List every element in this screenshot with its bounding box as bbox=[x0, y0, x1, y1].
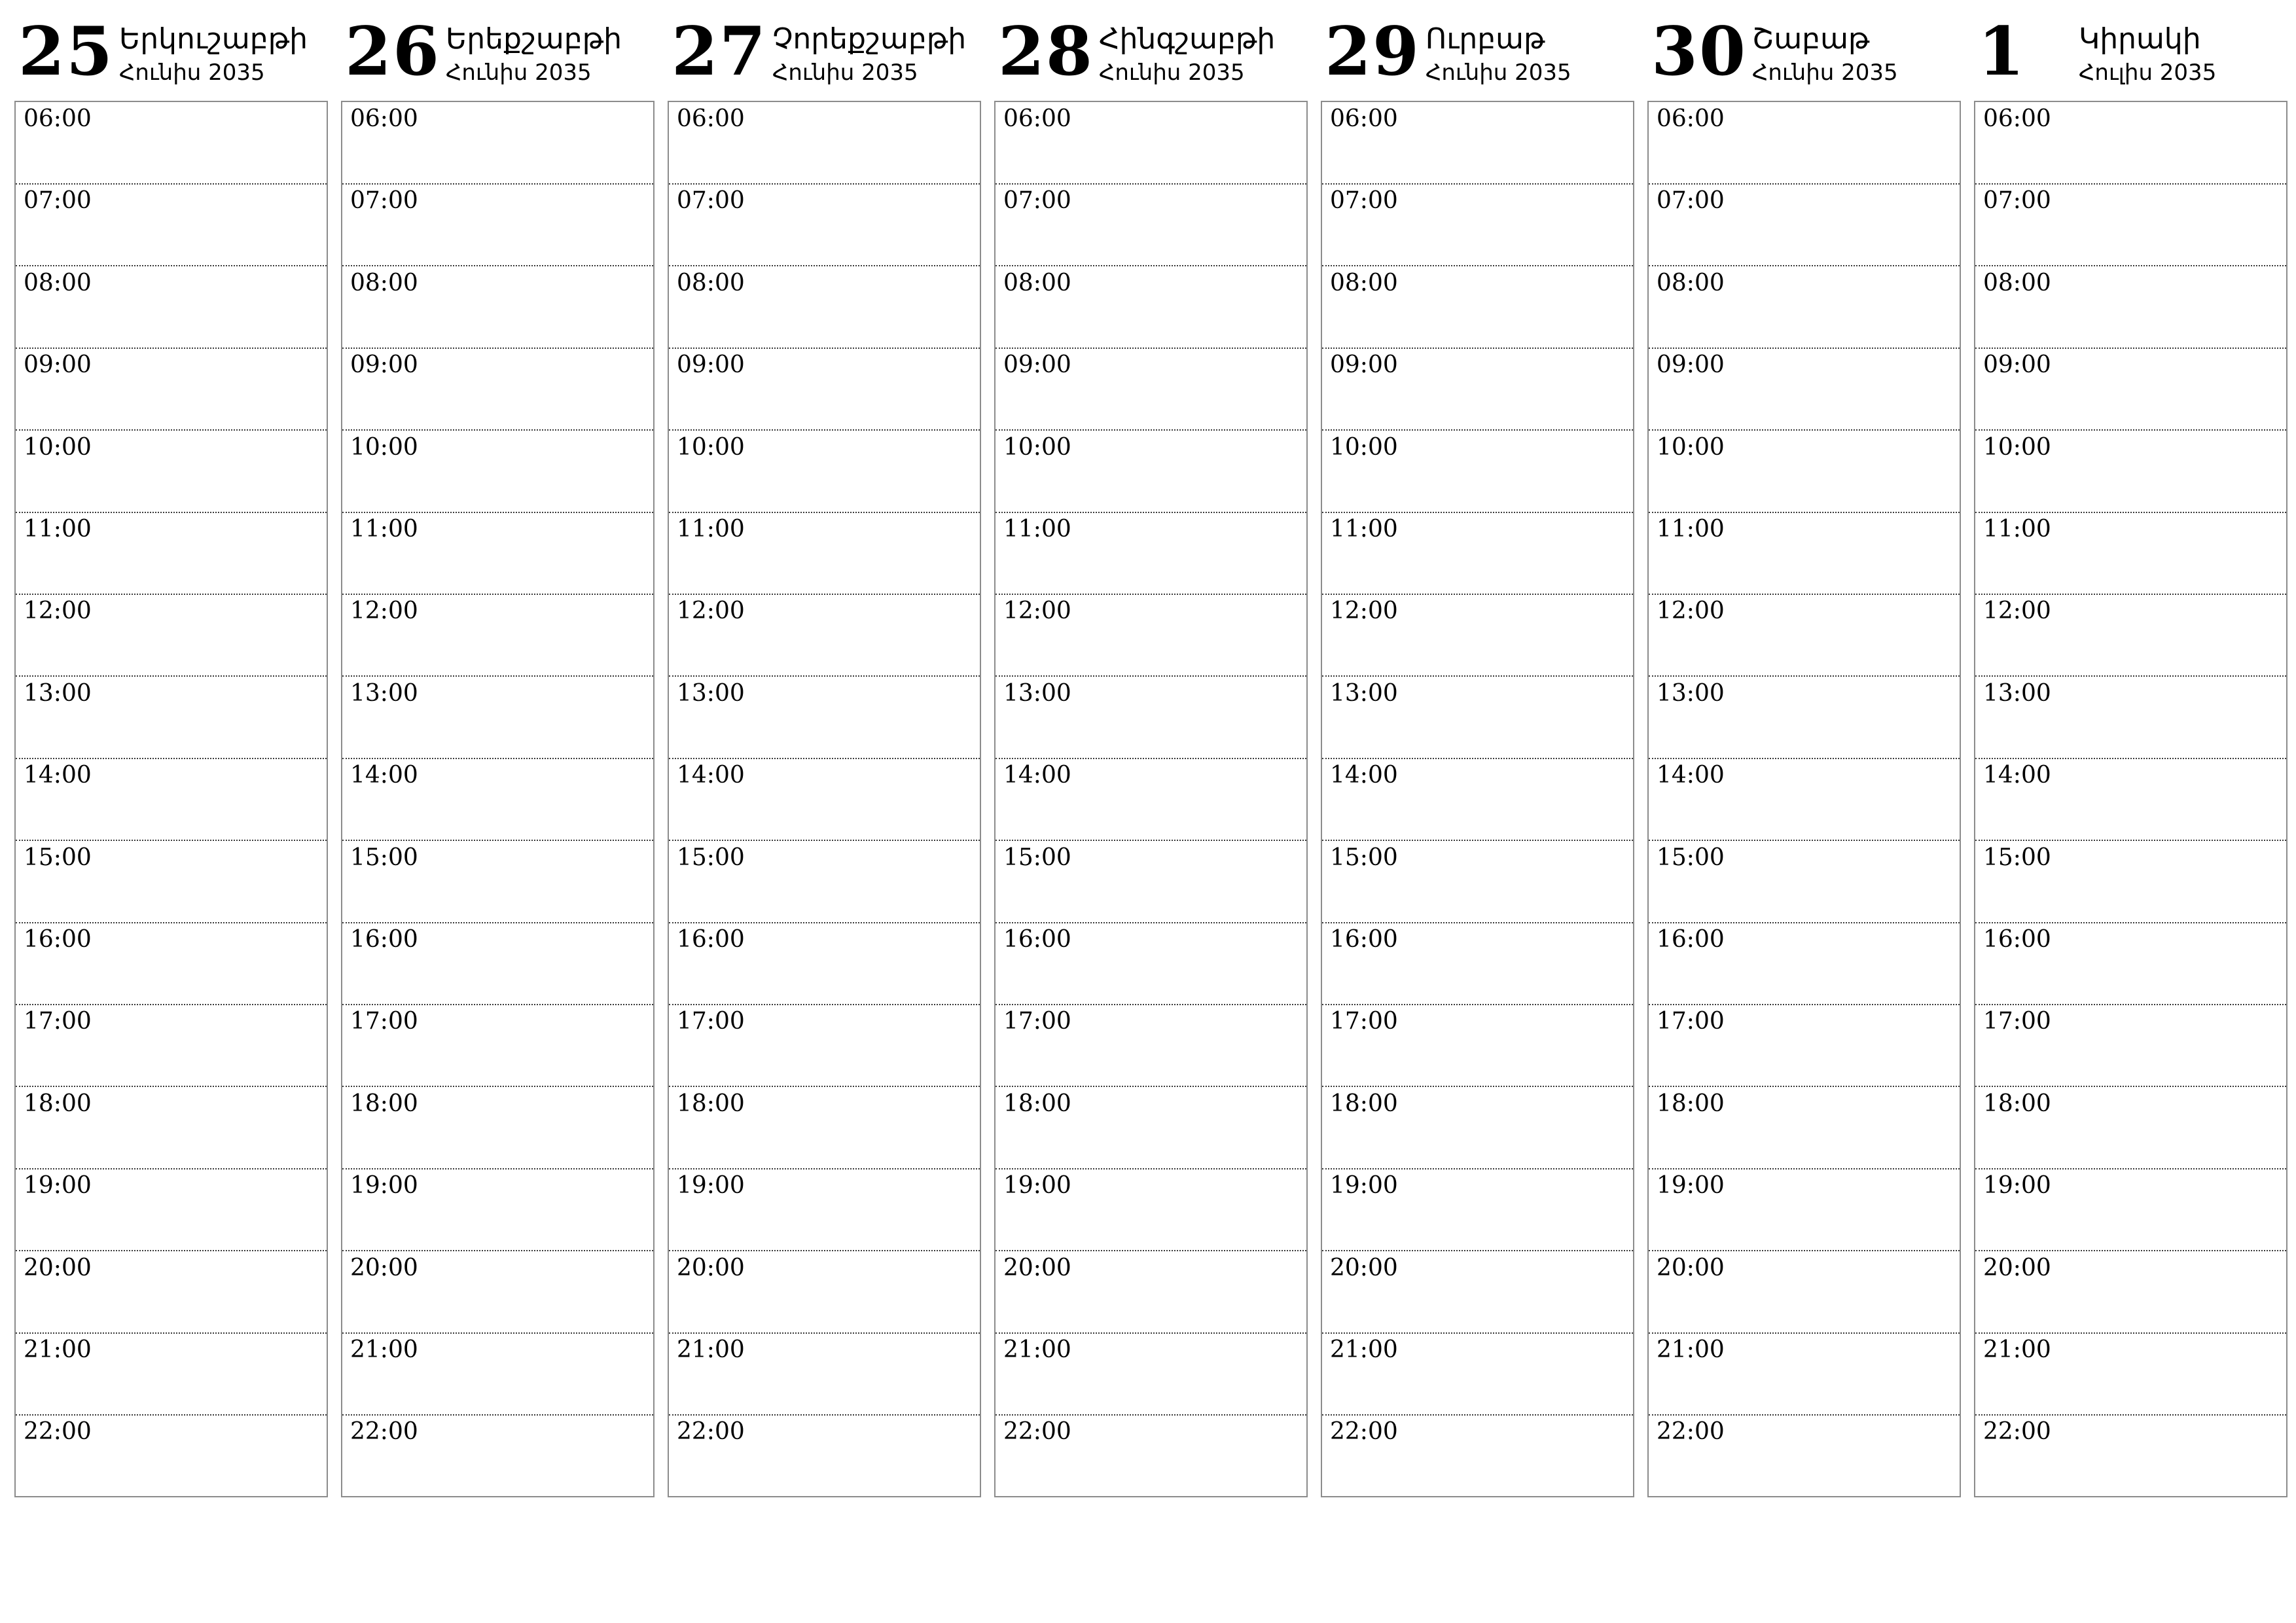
time-slot[interactable] bbox=[16, 431, 327, 513]
slot-time-label: 15:00 bbox=[24, 844, 92, 871]
slot-time-label: 18:00 bbox=[1983, 1090, 2051, 1117]
slot-time-label: 15:00 bbox=[1657, 844, 1725, 871]
slot-time-label: 19:00 bbox=[1003, 1172, 1071, 1200]
time-slot[interactable] bbox=[1975, 184, 2286, 266]
slot-time-label: 19:00 bbox=[24, 1172, 92, 1200]
month-year: Հունիս 2035 bbox=[1099, 60, 1245, 86]
slot-time-label: 21:00 bbox=[1003, 1336, 1071, 1363]
slot-time-label: 08:00 bbox=[1330, 269, 1398, 296]
weekday-name: Շաբաթ bbox=[1752, 22, 1870, 56]
month-year: Հունիս 2035 bbox=[772, 60, 918, 86]
time-slot[interactable] bbox=[1649, 512, 1960, 595]
time-slot[interactable] bbox=[1649, 1005, 1960, 1087]
day-column-6 bbox=[1974, 14, 2287, 1500]
slot-time-label: 16:00 bbox=[1657, 926, 1725, 953]
slot-time-label: 08:00 bbox=[677, 269, 745, 296]
time-slot[interactable] bbox=[16, 1415, 327, 1496]
slot-time-label: 19:00 bbox=[1983, 1172, 2051, 1200]
slot-time-label: 10:00 bbox=[24, 433, 92, 461]
slot-time-label: 11:00 bbox=[1983, 516, 2051, 543]
time-slot[interactable] bbox=[342, 677, 653, 759]
slot-time-label: 14:00 bbox=[24, 762, 92, 789]
slot-time-label: 15:00 bbox=[677, 844, 745, 871]
time-slot[interactable] bbox=[16, 841, 327, 923]
time-slot[interactable] bbox=[342, 1415, 653, 1496]
slot-time-label: 16:00 bbox=[24, 926, 92, 953]
slot-time-label: 22:00 bbox=[350, 1418, 418, 1446]
time-slot[interactable] bbox=[669, 1415, 980, 1496]
time-slot[interactable] bbox=[342, 1005, 653, 1087]
day-number: 30 bbox=[1651, 12, 1747, 91]
slot-time-label: 12:00 bbox=[24, 597, 92, 625]
time-slot[interactable] bbox=[1649, 677, 1960, 759]
time-slot[interactable] bbox=[342, 184, 653, 266]
slot-time-label: 09:00 bbox=[350, 351, 418, 379]
slot-time-label: 18:00 bbox=[1657, 1090, 1725, 1117]
time-slot[interactable] bbox=[1649, 102, 1960, 185]
slot-time-label: 15:00 bbox=[1983, 844, 2051, 871]
slot-time-label: 08:00 bbox=[24, 269, 92, 296]
slot-time-label: 22:00 bbox=[1330, 1418, 1398, 1446]
slot-time-label: 16:00 bbox=[1003, 926, 1071, 953]
time-slot[interactable] bbox=[1322, 841, 1633, 923]
slot-time-label: 12:00 bbox=[350, 597, 418, 625]
weekly-planner bbox=[14, 14, 2289, 1500]
time-slot[interactable] bbox=[996, 1415, 1306, 1496]
slot-time-label: 20:00 bbox=[1003, 1254, 1071, 1281]
time-slot[interactable] bbox=[1975, 512, 2286, 595]
slot-time-label: 21:00 bbox=[677, 1336, 745, 1363]
time-slot[interactable] bbox=[669, 1251, 980, 1334]
time-slot[interactable] bbox=[342, 841, 653, 923]
slot-time-label: 13:00 bbox=[1003, 679, 1071, 707]
slot-time-label: 10:00 bbox=[1003, 433, 1071, 461]
time-slot[interactable] bbox=[1975, 923, 2286, 1005]
weekday-name: Երեքշաբթի bbox=[446, 22, 622, 56]
slot-time-label: 16:00 bbox=[1330, 926, 1398, 953]
weekday-name: Երկուշաբթի bbox=[119, 22, 308, 56]
time-slot[interactable] bbox=[1322, 348, 1633, 431]
time-slot[interactable] bbox=[16, 758, 327, 841]
time-slot[interactable] bbox=[1322, 266, 1633, 349]
time-slot[interactable] bbox=[1975, 841, 2286, 923]
slot-time-label: 09:00 bbox=[24, 351, 92, 379]
slot-time-label: 08:00 bbox=[350, 269, 418, 296]
time-slot[interactable] bbox=[16, 348, 327, 431]
slot-time-label: 09:00 bbox=[1003, 351, 1071, 379]
month-year: Հունիս 2035 bbox=[119, 60, 265, 86]
time-slot[interactable] bbox=[16, 1333, 327, 1416]
slot-time-label: 20:00 bbox=[1330, 1254, 1398, 1281]
slot-time-label: 13:00 bbox=[350, 679, 418, 707]
slot-time-label: 17:00 bbox=[350, 1008, 418, 1035]
time-slot[interactable] bbox=[1975, 1415, 2286, 1496]
time-slot[interactable] bbox=[996, 594, 1306, 677]
time-slot[interactable] bbox=[996, 758, 1306, 841]
time-slot[interactable] bbox=[1975, 348, 2286, 431]
time-slot[interactable] bbox=[996, 431, 1306, 513]
time-slot[interactable] bbox=[1975, 102, 2286, 185]
time-slot[interactable] bbox=[16, 1005, 327, 1087]
slot-time-label: 14:00 bbox=[1983, 762, 2051, 789]
time-slot[interactable] bbox=[1322, 677, 1633, 759]
slot-time-label: 21:00 bbox=[24, 1336, 92, 1363]
day-number: 25 bbox=[18, 12, 114, 91]
day-schedule-box[interactable] bbox=[1321, 101, 1634, 1497]
time-slot[interactable] bbox=[1322, 512, 1633, 595]
time-slot[interactable] bbox=[342, 1169, 653, 1251]
time-slot[interactable] bbox=[669, 758, 980, 841]
time-slot[interactable] bbox=[1649, 841, 1960, 923]
day-number: 29 bbox=[1325, 12, 1420, 91]
slot-time-label: 14:00 bbox=[1657, 762, 1725, 789]
slot-time-label: 22:00 bbox=[1657, 1418, 1725, 1446]
slot-time-label: 18:00 bbox=[24, 1090, 92, 1117]
day-column-5 bbox=[1647, 14, 1961, 1500]
day-header bbox=[14, 14, 328, 99]
slot-time-label: 12:00 bbox=[1330, 597, 1398, 625]
slot-time-label: 15:00 bbox=[1330, 844, 1398, 871]
time-slot[interactable] bbox=[16, 1251, 327, 1334]
time-slot[interactable] bbox=[1975, 1333, 2286, 1416]
time-slot[interactable] bbox=[669, 184, 980, 266]
day-number: 27 bbox=[672, 12, 767, 91]
day-column-0 bbox=[14, 14, 328, 1500]
day-column-3 bbox=[994, 14, 1308, 1500]
time-slot[interactable] bbox=[996, 102, 1306, 185]
time-slot[interactable] bbox=[16, 1087, 327, 1169]
time-slot[interactable] bbox=[669, 1087, 980, 1169]
slot-time-label: 07:00 bbox=[24, 187, 92, 215]
day-header bbox=[1321, 14, 1634, 99]
slot-time-label: 21:00 bbox=[350, 1336, 418, 1363]
day-header bbox=[1647, 14, 1961, 99]
time-slot[interactable] bbox=[342, 102, 653, 185]
day-schedule-box[interactable] bbox=[1974, 101, 2287, 1497]
time-slot[interactable] bbox=[1322, 102, 1633, 185]
slot-time-label: 22:00 bbox=[1983, 1418, 2051, 1446]
time-slot[interactable] bbox=[669, 594, 980, 677]
time-slot[interactable] bbox=[669, 923, 980, 1005]
time-slot[interactable] bbox=[996, 923, 1306, 1005]
time-slot[interactable] bbox=[669, 1005, 980, 1087]
time-slot[interactable] bbox=[1649, 594, 1960, 677]
month-year: Հունիս 2035 bbox=[1752, 60, 1898, 86]
weekday-name: Չորեքշաբթի bbox=[772, 22, 967, 56]
slot-time-label: 13:00 bbox=[677, 679, 745, 707]
slot-time-label: 06:00 bbox=[1657, 105, 1725, 132]
time-slot[interactable] bbox=[1322, 1415, 1633, 1496]
slot-time-label: 07:00 bbox=[1983, 187, 2051, 215]
day-header bbox=[1974, 14, 2287, 99]
time-slot[interactable] bbox=[1322, 431, 1633, 513]
day-schedule-box[interactable] bbox=[14, 101, 328, 1497]
time-slot[interactable] bbox=[342, 348, 653, 431]
slot-time-label: 18:00 bbox=[350, 1090, 418, 1117]
slot-time-label: 10:00 bbox=[1330, 433, 1398, 461]
slot-time-label: 17:00 bbox=[1003, 1008, 1071, 1035]
slot-time-label: 17:00 bbox=[24, 1008, 92, 1035]
time-slot[interactable] bbox=[996, 1169, 1306, 1251]
slot-time-label: 20:00 bbox=[350, 1254, 418, 1281]
slot-time-label: 14:00 bbox=[1330, 762, 1398, 789]
time-slot[interactable] bbox=[1322, 1251, 1633, 1334]
weekday-name: Հինգշաբթի bbox=[1099, 22, 1276, 56]
time-slot[interactable] bbox=[16, 923, 327, 1005]
day-column-4 bbox=[1321, 14, 1634, 1500]
slot-time-label: 15:00 bbox=[350, 844, 418, 871]
month-year: Հունիս 2035 bbox=[446, 60, 592, 86]
time-slot[interactable] bbox=[996, 266, 1306, 349]
slot-time-label: 07:00 bbox=[1657, 187, 1725, 215]
time-slot[interactable] bbox=[16, 1169, 327, 1251]
slot-time-label: 07:00 bbox=[350, 187, 418, 215]
slot-time-label: 10:00 bbox=[1657, 433, 1725, 461]
day-column-2 bbox=[668, 14, 981, 1500]
time-slot[interactable] bbox=[996, 512, 1306, 595]
slot-time-label: 06:00 bbox=[1003, 105, 1071, 132]
slot-time-label: 12:00 bbox=[1983, 597, 2051, 625]
slot-time-label: 19:00 bbox=[350, 1172, 418, 1200]
time-slot[interactable] bbox=[1649, 348, 1960, 431]
slot-time-label: 20:00 bbox=[677, 1254, 745, 1281]
slot-time-label: 06:00 bbox=[677, 105, 745, 132]
slot-time-label: 08:00 bbox=[1003, 269, 1071, 296]
slot-time-label: 22:00 bbox=[24, 1418, 92, 1446]
slot-time-label: 21:00 bbox=[1983, 1336, 2051, 1363]
time-slot[interactable] bbox=[1649, 184, 1960, 266]
slot-time-label: 19:00 bbox=[1657, 1172, 1725, 1200]
time-slot[interactable] bbox=[996, 1251, 1306, 1334]
slot-time-label: 12:00 bbox=[677, 597, 745, 625]
slot-time-label: 11:00 bbox=[24, 516, 92, 543]
time-slot[interactable] bbox=[1322, 594, 1633, 677]
slot-time-label: 10:00 bbox=[1983, 433, 2051, 461]
time-slot[interactable] bbox=[342, 1333, 653, 1416]
slot-time-label: 18:00 bbox=[1330, 1090, 1398, 1117]
weekday-name: Ուրբաթ bbox=[1426, 22, 1545, 56]
time-slot[interactable] bbox=[669, 431, 980, 513]
time-slot[interactable] bbox=[669, 348, 980, 431]
time-slot[interactable] bbox=[996, 841, 1306, 923]
time-slot[interactable] bbox=[342, 512, 653, 595]
time-slot[interactable] bbox=[1975, 266, 2286, 349]
slot-time-label: 12:00 bbox=[1003, 597, 1071, 625]
day-schedule-box[interactable] bbox=[341, 101, 655, 1497]
slot-time-label: 10:00 bbox=[677, 433, 745, 461]
time-slot[interactable] bbox=[1975, 431, 2286, 513]
time-slot[interactable] bbox=[996, 184, 1306, 266]
time-slot[interactable] bbox=[342, 431, 653, 513]
time-slot[interactable] bbox=[996, 677, 1306, 759]
slot-time-label: 09:00 bbox=[1657, 351, 1725, 379]
slot-time-label: 21:00 bbox=[1330, 1336, 1398, 1363]
slot-time-label: 17:00 bbox=[1330, 1008, 1398, 1035]
time-slot[interactable] bbox=[342, 266, 653, 349]
time-slot[interactable] bbox=[342, 1087, 653, 1169]
slot-time-label: 22:00 bbox=[1003, 1418, 1071, 1446]
time-slot[interactable] bbox=[1649, 1169, 1960, 1251]
time-slot[interactable] bbox=[1649, 431, 1960, 513]
time-slot[interactable] bbox=[996, 1005, 1306, 1087]
slot-time-label: 11:00 bbox=[350, 516, 418, 543]
time-slot[interactable] bbox=[1322, 1333, 1633, 1416]
slot-time-label: 22:00 bbox=[677, 1418, 745, 1446]
slot-time-label: 17:00 bbox=[1657, 1008, 1725, 1035]
month-year: Հունիս 2035 bbox=[1426, 60, 1571, 86]
time-slot[interactable] bbox=[669, 841, 980, 923]
slot-time-label: 07:00 bbox=[677, 187, 745, 215]
time-slot[interactable] bbox=[669, 1333, 980, 1416]
time-slot[interactable] bbox=[16, 102, 327, 185]
time-slot[interactable] bbox=[996, 348, 1306, 431]
slot-time-label: 17:00 bbox=[677, 1008, 745, 1035]
time-slot[interactable] bbox=[16, 184, 327, 266]
time-slot[interactable] bbox=[669, 677, 980, 759]
time-slot[interactable] bbox=[342, 594, 653, 677]
day-header bbox=[994, 14, 1308, 99]
day-number: 28 bbox=[998, 12, 1094, 91]
day-number: 1 bbox=[1978, 12, 2026, 91]
time-slot[interactable] bbox=[1649, 923, 1960, 1005]
day-number: 26 bbox=[345, 12, 440, 91]
slot-time-label: 11:00 bbox=[677, 516, 745, 543]
time-slot[interactable] bbox=[1649, 758, 1960, 841]
slot-time-label: 11:00 bbox=[1330, 516, 1398, 543]
slot-time-label: 06:00 bbox=[1983, 105, 2051, 132]
slot-time-label: 18:00 bbox=[1003, 1090, 1071, 1117]
slot-time-label: 16:00 bbox=[350, 926, 418, 953]
slot-time-label: 13:00 bbox=[1330, 679, 1398, 707]
slot-time-label: 14:00 bbox=[1003, 762, 1071, 789]
slot-time-label: 19:00 bbox=[1330, 1172, 1398, 1200]
slot-time-label: 11:00 bbox=[1003, 516, 1071, 543]
day-header bbox=[668, 14, 981, 99]
time-slot[interactable] bbox=[1322, 1087, 1633, 1169]
day-schedule-box[interactable] bbox=[668, 101, 981, 1497]
slot-time-label: 13:00 bbox=[1657, 679, 1725, 707]
time-slot[interactable] bbox=[1322, 1169, 1633, 1251]
time-slot[interactable] bbox=[996, 1333, 1306, 1416]
time-slot[interactable] bbox=[669, 1169, 980, 1251]
slot-time-label: 20:00 bbox=[24, 1254, 92, 1281]
slot-time-label: 12:00 bbox=[1657, 597, 1725, 625]
time-slot[interactable] bbox=[16, 677, 327, 759]
day-header bbox=[341, 14, 655, 99]
slot-time-label: 20:00 bbox=[1657, 1254, 1725, 1281]
time-slot[interactable] bbox=[1649, 1251, 1960, 1334]
day-schedule-box[interactable] bbox=[1647, 101, 1961, 1497]
weekday-name: Կիրակի bbox=[2079, 22, 2201, 56]
month-year: Հուլիս 2035 bbox=[2079, 60, 2217, 86]
time-slot[interactable] bbox=[1975, 1251, 2286, 1334]
slot-time-label: 10:00 bbox=[350, 433, 418, 461]
slot-time-label: 15:00 bbox=[1003, 844, 1071, 871]
time-slot[interactable] bbox=[1322, 184, 1633, 266]
slot-time-label: 08:00 bbox=[1983, 269, 2051, 296]
slot-time-label: 07:00 bbox=[1330, 187, 1398, 215]
time-slot[interactable] bbox=[1649, 1087, 1960, 1169]
slot-time-label: 13:00 bbox=[24, 679, 92, 707]
slot-time-label: 09:00 bbox=[1330, 351, 1398, 379]
time-slot[interactable] bbox=[16, 512, 327, 595]
slot-time-label: 21:00 bbox=[1657, 1336, 1725, 1363]
slot-time-label: 13:00 bbox=[1983, 679, 2051, 707]
slot-time-label: 17:00 bbox=[1983, 1008, 2051, 1035]
slot-time-label: 19:00 bbox=[677, 1172, 745, 1200]
day-schedule-box[interactable] bbox=[994, 101, 1308, 1497]
slot-time-label: 09:00 bbox=[1983, 351, 2051, 379]
time-slot[interactable] bbox=[669, 102, 980, 185]
slot-time-label: 16:00 bbox=[1983, 926, 2051, 953]
time-slot[interactable] bbox=[16, 266, 327, 349]
slot-time-label: 11:00 bbox=[1657, 516, 1725, 543]
time-slot[interactable] bbox=[1322, 1005, 1633, 1087]
slot-time-label: 16:00 bbox=[677, 926, 745, 953]
slot-time-label: 07:00 bbox=[1003, 187, 1071, 215]
time-slot[interactable] bbox=[1975, 1169, 2286, 1251]
time-slot[interactable] bbox=[669, 266, 980, 349]
time-slot[interactable] bbox=[1975, 1005, 2286, 1087]
time-slot[interactable] bbox=[669, 512, 980, 595]
slot-time-label: 06:00 bbox=[350, 105, 418, 132]
time-slot[interactable] bbox=[996, 1087, 1306, 1169]
slot-time-label: 14:00 bbox=[350, 762, 418, 789]
time-slot[interactable] bbox=[1975, 758, 2286, 841]
time-slot[interactable] bbox=[342, 923, 653, 1005]
time-slot[interactable] bbox=[1975, 677, 2286, 759]
time-slot[interactable] bbox=[1975, 1087, 2286, 1169]
time-slot[interactable] bbox=[1649, 266, 1960, 349]
time-slot[interactable] bbox=[16, 594, 327, 677]
time-slot[interactable] bbox=[1322, 758, 1633, 841]
slot-time-label: 08:00 bbox=[1657, 269, 1725, 296]
time-slot[interactable] bbox=[1322, 923, 1633, 1005]
time-slot[interactable] bbox=[1649, 1415, 1960, 1496]
day-column-1 bbox=[341, 14, 655, 1500]
slot-time-label: 20:00 bbox=[1983, 1254, 2051, 1281]
slot-time-label: 09:00 bbox=[677, 351, 745, 379]
slot-time-label: 06:00 bbox=[24, 105, 92, 132]
time-slot[interactable] bbox=[342, 1251, 653, 1334]
time-slot[interactable] bbox=[1975, 594, 2286, 677]
slot-time-label: 18:00 bbox=[677, 1090, 745, 1117]
slot-time-label: 14:00 bbox=[677, 762, 745, 789]
time-slot[interactable] bbox=[1649, 1333, 1960, 1416]
slot-time-label: 06:00 bbox=[1330, 105, 1398, 132]
time-slot[interactable] bbox=[342, 758, 653, 841]
